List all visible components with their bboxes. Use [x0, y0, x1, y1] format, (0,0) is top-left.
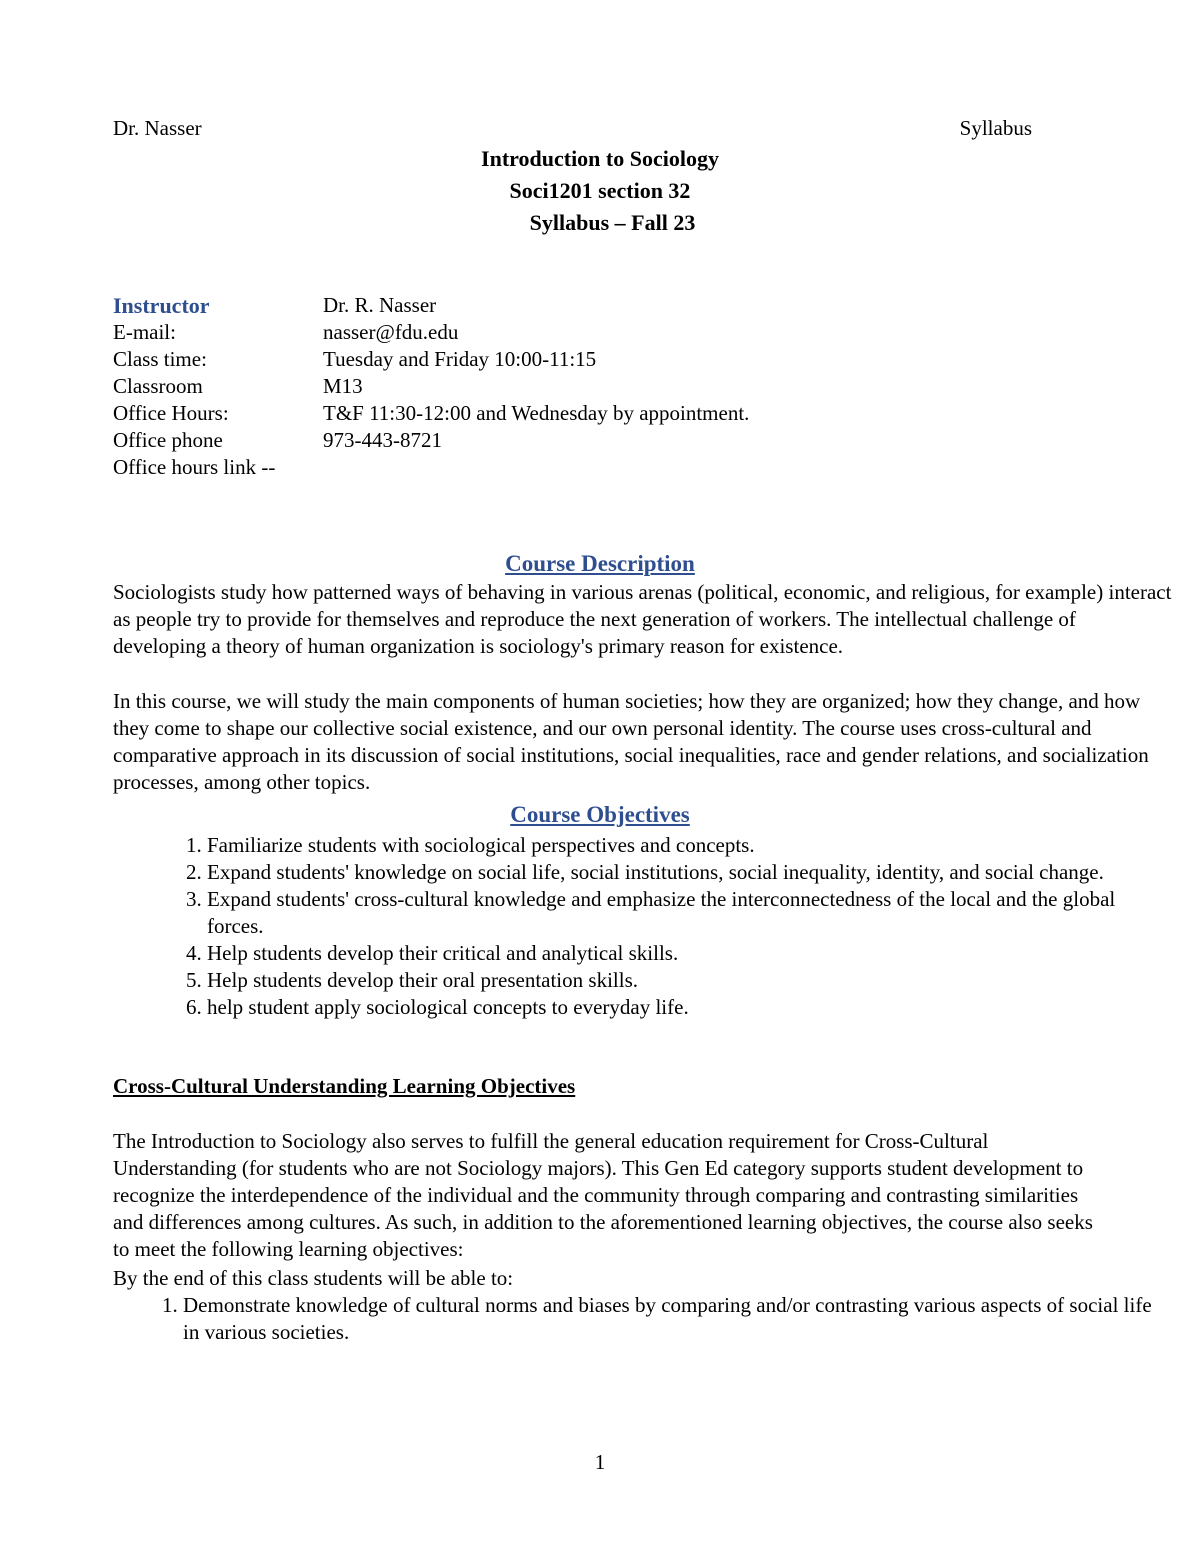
- info-value: M13: [323, 374, 363, 398]
- header-doc-type: Syllabus: [959, 116, 1032, 140]
- info-row-office-hours: [113, 400, 749, 427]
- info-row-instructor: [113, 292, 749, 319]
- course-term: Syllabus – Fall 23: [529, 210, 696, 235]
- info-row-email: [113, 319, 749, 346]
- info-row-class-time: [113, 346, 749, 373]
- course-section: Soci1201 section 32: [509, 178, 691, 203]
- list-item: 6. help student apply sociological concepts to everyday life.: [207, 994, 1137, 1021]
- cross-cultural-intro: By the end of this class students will be able to:: [113, 1266, 514, 1290]
- list-item: 1. Demonstrate knowledge of cultural norms and biases by comparing and/or contrasting various aspects of social life in various societies.: [183, 1292, 1163, 1346]
- info-label: Instructor: [113, 293, 210, 318]
- cross-cultural-paragraph: The Introduction to Sociology also serves to fulfill the general education requirement for Cross-Cultural Understanding (for students who are not Sociology majors). This Gen Ed category supports student development to recognize the interdependence of the individual and the community through comparing and contrasting similarities and differences among cultures. As such, in addition to the aforementioned learning objectives, the course also seeks to meet the following learning objectives:: [113, 1129, 1093, 1261]
- info-row-classroom: [113, 373, 749, 400]
- info-row-office-hours-link: [113, 454, 749, 481]
- list-item: 5. Help students develop their oral presentation skills.: [207, 967, 1137, 994]
- list-item: 1. Familiarize students with sociological perspectives and concepts.: [207, 832, 1137, 859]
- info-label: E-mail:: [113, 320, 176, 344]
- course-objectives-heading: Course Objectives: [510, 802, 690, 827]
- info-value: Dr. R. Nasser: [323, 293, 437, 317]
- info-label: Class time:: [113, 347, 207, 371]
- cross-cultural-heading: Cross-Cultural Understanding Learning Objectives: [113, 1074, 576, 1098]
- list-item: 4. Help students develop their critical and analytical skills.: [207, 940, 1137, 967]
- course-description-heading: Course Description: [505, 551, 695, 576]
- page-number: 1: [594, 1450, 606, 1474]
- list-item: 2. Expand students' knowledge on social life, social institutions, social inequality, identity, and social change.: [207, 859, 1137, 886]
- info-value: Tuesday and Friday 10:00-11:15: [323, 347, 597, 371]
- info-value: 973-443-8721: [323, 428, 442, 452]
- cross-cultural-list: [113, 1292, 1163, 1346]
- info-label: Office hours link --: [113, 455, 276, 479]
- objectives-list: [113, 832, 1137, 1021]
- course-description-paragraph: Sociologists study how patterned ways of behaving in various arenas (political, economic, and religious, for example) interact as people try to provide for themselves and reproduce the next generation of workers. The intellectual challenge of developing a theory of human organization is sociology's primary reason for existence.: [113, 580, 1172, 658]
- info-value: T&F 11:30-12:00 and Wednesday by appointment.: [323, 401, 750, 425]
- header-author: Dr. Nasser: [113, 116, 202, 140]
- title-block: [0, 143, 1200, 239]
- course-title: Introduction to Sociology: [481, 146, 719, 171]
- info-label: Classroom: [113, 374, 203, 398]
- instructor-info: [113, 292, 749, 481]
- info-row-office-phone: [113, 427, 749, 454]
- course-description-paragraph: In this course, we will study the main components of human societies; how they are organized; how they change, and how they come to shape our collective social existence, and our own personal identity. The course uses cross-cultural and comparative approach in its discussion of social institutions, social inequalities, race and gender relations, and socialization processes, among other topics.: [113, 689, 1149, 794]
- info-label: Office phone: [113, 428, 223, 452]
- list-item: 3. Expand students' cross-cultural knowledge and emphasize the interconnectedness of the local and the global forces.: [207, 886, 1137, 940]
- info-label: Office Hours:: [113, 401, 229, 425]
- email-link[interactable]: nasser@fdu.edu: [323, 320, 459, 344]
